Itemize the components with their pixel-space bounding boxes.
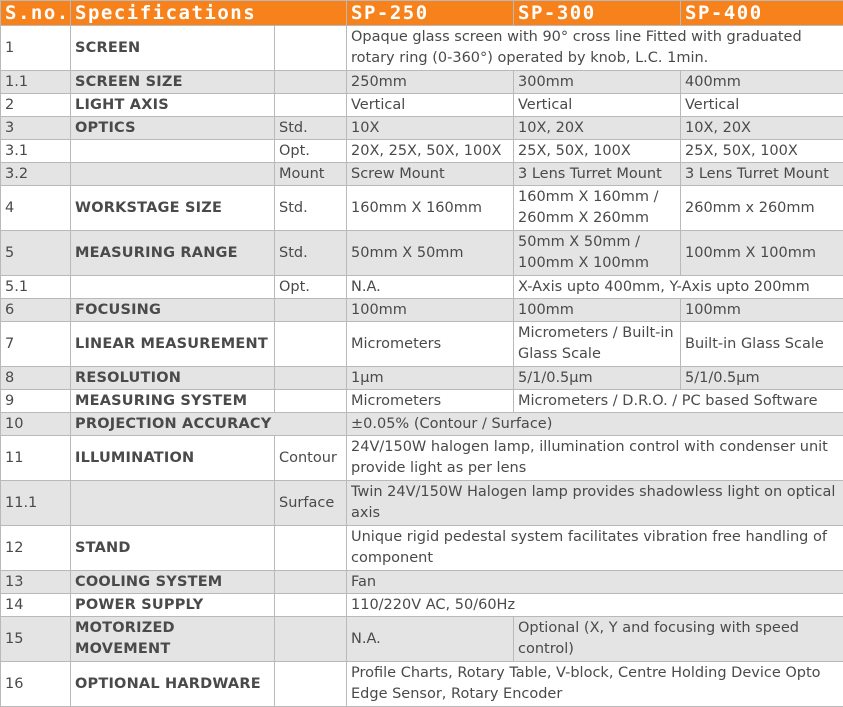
row-sno: 14: [1, 594, 71, 617]
row-spec-name: [71, 140, 275, 163]
row-value-sp400: 3 Lens Turret Mount: [681, 163, 843, 186]
header-specifications: Specifications: [71, 1, 347, 26]
row-sno: 7: [1, 322, 71, 367]
table-row: [1, 413, 843, 436]
row-sno: 12: [1, 526, 71, 571]
row-spec-name: MEASURING SYSTEM: [71, 390, 275, 413]
row-value-sp250: Vertical: [347, 94, 514, 117]
header-model-sp250: SP-250: [347, 1, 514, 26]
row-spec-name: SCREEN: [71, 26, 275, 71]
table-row: [1, 571, 843, 594]
row-value-sp250: N.A.: [347, 276, 514, 299]
row-value-sp250: 250mm: [347, 71, 514, 94]
row-value-all: Profile Charts, Rotary Table, V-block, Centre Holding Device Opto Edge Sensor, Rotary Encoder: [347, 662, 843, 707]
row-sno: 1.1: [1, 71, 71, 94]
row-value-sp400: Built-in Glass Scale: [681, 322, 843, 367]
header-model-sp400: SP-400: [681, 1, 843, 26]
row-spec-name: OPTIONAL HARDWARE: [71, 662, 275, 707]
table-row: [1, 71, 843, 94]
row-spec-name: WORKSTAGE SIZE: [71, 186, 275, 231]
table-row: [1, 186, 843, 231]
table-row: [1, 322, 843, 367]
table-row: [1, 662, 843, 707]
row-value-sp300: Micrometers / Built-in Glass Scale: [514, 322, 681, 367]
row-value-sp400: 100mm: [681, 299, 843, 322]
table-row: [1, 594, 843, 617]
table-row: [1, 367, 843, 390]
table-row: [1, 390, 843, 413]
row-spec-name: OPTICS: [71, 117, 275, 140]
row-value-sp400: Vertical: [681, 94, 843, 117]
row-value-sp300-sp400: Optional (X, Y and focusing with speed control): [514, 617, 843, 662]
row-sno: 2: [1, 94, 71, 117]
row-value-sp300: Vertical: [514, 94, 681, 117]
table-header-row: [1, 1, 843, 26]
row-spec-sub: [275, 26, 347, 71]
row-sno: 16: [1, 662, 71, 707]
row-sno: 4: [1, 186, 71, 231]
row-spec-name: [71, 481, 275, 526]
row-value-sp250: Micrometers: [347, 390, 514, 413]
row-sno: 10: [1, 413, 71, 436]
row-spec-name: STAND: [71, 526, 275, 571]
row-spec-sub: [275, 594, 347, 617]
table-row: [1, 481, 843, 526]
row-value-sp400: 10X, 20X: [681, 117, 843, 140]
row-spec-sub: Mount: [275, 163, 347, 186]
row-value-sp250: Screw Mount: [347, 163, 514, 186]
row-spec-name: LIGHT AXIS: [71, 94, 275, 117]
row-value-sp400: 260mm x 260mm: [681, 186, 843, 231]
row-spec-sub: Contour: [275, 436, 347, 481]
row-spec-sub: [275, 662, 347, 707]
row-value-all: Fan: [347, 571, 843, 594]
row-value-sp300: 3 Lens Turret Mount: [514, 163, 681, 186]
row-sno: 3.2: [1, 163, 71, 186]
row-value-sp300: 160mm X 160mm / 260mm X 260mm: [514, 186, 681, 231]
table-row: [1, 140, 843, 163]
row-spec-name: LINEAR MEASUREMENT: [71, 322, 275, 367]
table-row: [1, 526, 843, 571]
row-sno: 11.1: [1, 481, 71, 526]
row-value-sp300: 25X, 50X, 100X: [514, 140, 681, 163]
row-spec-name: [71, 163, 275, 186]
table-row: [1, 276, 843, 299]
row-value-sp400: 5/1/0.5µm: [681, 367, 843, 390]
row-spec-name: ILLUMINATION: [71, 436, 275, 481]
row-spec-sub: [275, 390, 347, 413]
header-model-sp300: SP-300: [514, 1, 681, 26]
row-value-sp300: 100mm: [514, 299, 681, 322]
row-value-sp400: 25X, 50X, 100X: [681, 140, 843, 163]
row-spec-sub: [275, 526, 347, 571]
row-value-sp300: 300mm: [514, 71, 681, 94]
row-spec-sub: [275, 571, 347, 594]
row-value-sp300: 50mm X 50mm / 100mm X 100mm: [514, 231, 681, 276]
row-value-sp250: 10X: [347, 117, 514, 140]
header-sno: S.no.: [1, 1, 71, 26]
table-row: [1, 231, 843, 276]
row-spec-name: MEASURING RANGE: [71, 231, 275, 276]
row-value-all: Twin 24V/150W Halogen lamp provides shadowless light on optical axis: [347, 481, 843, 526]
row-value-sp400: 100mm X 100mm: [681, 231, 843, 276]
table-row: [1, 163, 843, 186]
row-spec-sub: [275, 71, 347, 94]
row-spec-name: FOCUSING: [71, 299, 275, 322]
row-value-all: Unique rigid pedestal system facilitates vibration free handling of component: [347, 526, 843, 571]
table-row: [1, 94, 843, 117]
row-sno: 9: [1, 390, 71, 413]
row-sno: 8: [1, 367, 71, 390]
table-row: [1, 26, 843, 71]
row-value-all: 24V/150W halogen lamp, illumination control with condenser unit provide light as per lens: [347, 436, 843, 481]
row-value-all: 110/220V AC, 50/60Hz: [347, 594, 843, 617]
row-spec-sub: [275, 367, 347, 390]
row-spec-sub: Std.: [275, 231, 347, 276]
row-spec-name: PROJECTION ACCURACY: [71, 413, 347, 436]
row-value-sp250: 50mm X 50mm: [347, 231, 514, 276]
row-value-sp250: 20X, 25X, 50X, 100X: [347, 140, 514, 163]
row-spec-sub: [275, 322, 347, 367]
row-sno: 3: [1, 117, 71, 140]
row-spec-sub: Surface: [275, 481, 347, 526]
row-value-sp300: 10X, 20X: [514, 117, 681, 140]
row-value-sp250: 160mm X 160mm: [347, 186, 514, 231]
row-value-sp250: Micrometers: [347, 322, 514, 367]
row-spec-name: [71, 276, 275, 299]
row-spec-sub: [275, 94, 347, 117]
table-row: [1, 117, 843, 140]
row-sno: 15: [1, 617, 71, 662]
row-value-sp300-sp400: X-Axis upto 400mm, Y-Axis upto 200mm: [514, 276, 843, 299]
row-sno: 13: [1, 571, 71, 594]
row-spec-name: MOTORIZED MOVEMENT: [71, 617, 275, 662]
row-spec-name: COOLING SYSTEM: [71, 571, 275, 594]
table-row: [1, 617, 843, 662]
row-spec-sub: Std.: [275, 117, 347, 140]
row-value-sp250: 100mm: [347, 299, 514, 322]
row-spec-name: RESOLUTION: [71, 367, 275, 390]
row-value-sp400: 400mm: [681, 71, 843, 94]
row-value-sp300-sp400: Micrometers / D.R.O. / PC based Software: [514, 390, 843, 413]
row-spec-sub: [275, 617, 347, 662]
row-spec-sub: Std.: [275, 186, 347, 231]
row-sno: 5.1: [1, 276, 71, 299]
row-spec-sub: [275, 299, 347, 322]
row-sno: 1: [1, 26, 71, 71]
table-row: [1, 436, 843, 481]
row-value-all: Opaque glass screen with 90° cross line Fitted with graduated rotary ring (0-360°) operated by knob, L.C. 1min.: [347, 26, 843, 71]
table-row: [1, 299, 843, 322]
row-value-sp250: N.A.: [347, 617, 514, 662]
row-sno: 6: [1, 299, 71, 322]
row-sno: 3.1: [1, 140, 71, 163]
row-spec-name: POWER SUPPLY: [71, 594, 275, 617]
row-spec-name: SCREEN SIZE: [71, 71, 275, 94]
row-sno: 5: [1, 231, 71, 276]
row-spec-sub: Opt.: [275, 276, 347, 299]
row-value-sp250: 1µm: [347, 367, 514, 390]
row-sno: 11: [1, 436, 71, 481]
row-value-sp300: 5/1/0.5µm: [514, 367, 681, 390]
row-value-all: ±0.05% (Contour / Surface): [347, 413, 843, 436]
row-spec-sub: Opt.: [275, 140, 347, 163]
